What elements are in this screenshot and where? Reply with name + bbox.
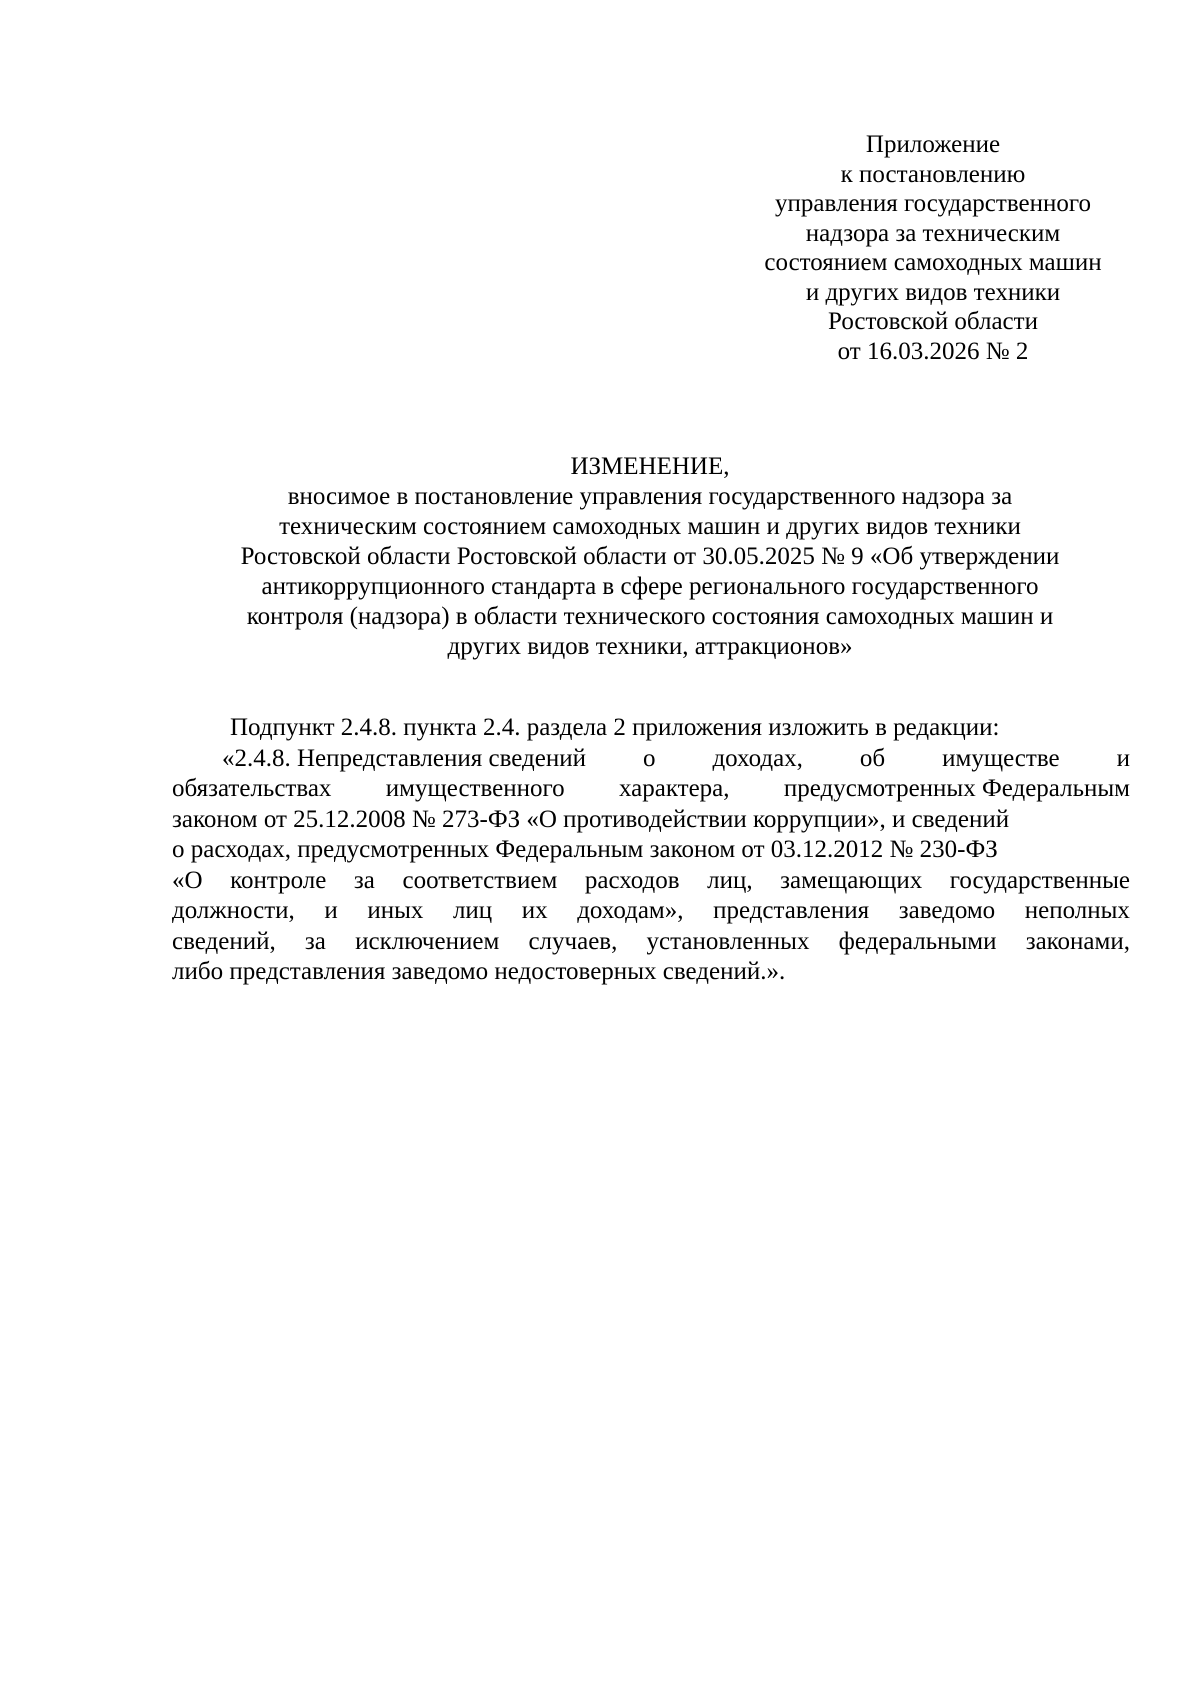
body-word: федеральными	[838, 927, 997, 955]
body-word: представления	[713, 897, 870, 924]
body-paragraph	[172, 744, 1130, 988]
body-word: о	[642, 744, 656, 772]
document-body	[172, 713, 1130, 988]
body-word: доходам»,	[577, 897, 684, 924]
body-word: «2.4.8. Непредставления сведений	[222, 744, 586, 772]
title-heading: ИЗМЕНЕНИЕ,	[570, 453, 730, 480]
body-line	[172, 957, 1130, 988]
document-title	[170, 452, 1130, 662]
body-word: и	[324, 897, 338, 924]
body-word: контроле	[230, 866, 327, 894]
body-word: расходов	[584, 866, 680, 894]
body-word: иных	[367, 897, 424, 924]
body-line	[172, 744, 1130, 775]
appendix-line: к постановлению	[840, 160, 1026, 188]
body-word: «О	[172, 866, 203, 894]
appendix-line: управления государственного	[775, 190, 1091, 217]
body-word: случаев,	[528, 927, 618, 955]
body-word: лиц	[452, 897, 493, 924]
body-line	[172, 896, 1130, 927]
body-line	[172, 927, 1130, 958]
body-word: лиц,	[707, 866, 753, 894]
appendix-block	[738, 130, 1128, 366]
body-word: исключением	[355, 927, 500, 955]
appendix-line: и других видов техники	[805, 278, 1061, 306]
appendix-line: надзора за техническим	[805, 219, 1061, 247]
appendix-line: Приложение	[865, 131, 1001, 158]
body-word: предусмотренных Федеральным	[783, 775, 1130, 802]
body-word: за	[353, 866, 375, 894]
body-word: государственные	[949, 866, 1130, 894]
title-line: антикоррупционного стандарта в сфере регионального государственного	[261, 573, 1039, 600]
body-word: либо представления заведомо недостоверных сведений.».	[172, 958, 786, 985]
body-word: установленных	[646, 927, 810, 955]
body-line	[172, 774, 1130, 805]
title-line: вносимое в постановление управления государственного надзора за	[287, 483, 1013, 510]
appendix-line: состоянием самоходных машин	[764, 249, 1102, 276]
body-word: должности,	[172, 897, 295, 924]
title-line: техническим состоянием самоходных машин и других видов техники	[279, 513, 1021, 540]
body-line	[172, 805, 1130, 836]
title-line: Ростовской области Ростовской области от 30.05.2025 № 9 «Об утверждении	[240, 543, 1060, 570]
body-word: неполных	[1024, 897, 1130, 924]
body-line	[172, 866, 1130, 897]
body-word: об	[859, 744, 886, 772]
body-word: имуществе	[942, 744, 1060, 772]
body-word: заведомо	[898, 897, 996, 924]
appendix-line: от 16.03.2026 № 2	[837, 337, 1029, 365]
body-word: обязательствах	[172, 775, 332, 802]
body-word: соответствием	[402, 866, 558, 894]
body-word: доходах,	[712, 744, 803, 772]
body-line	[172, 835, 1130, 866]
body-word: имущественного	[385, 775, 565, 802]
body-intro: Подпункт 2.4.8. пункта 2.4. раздела 2 приложения изложить в редакции:	[230, 714, 1000, 741]
body-word: законом от 25.12.2008 № 273-ФЗ «О противодействии коррупции», и сведений	[172, 805, 1010, 833]
appendix-line: Ростовской области	[828, 308, 1038, 335]
body-word: за	[304, 927, 326, 955]
body-word: их	[521, 897, 548, 924]
body-word: и	[1116, 744, 1130, 772]
body-word: замещающих	[780, 866, 923, 894]
body-word: характера,	[618, 775, 730, 802]
title-line: других видов техники, аттракционов»	[447, 633, 853, 660]
body-word: законами,	[1025, 927, 1130, 955]
body-word: о расходах, предусмотренных Федеральным законом от 03.12.2012 № 230-ФЗ	[172, 836, 998, 863]
body-word: сведений,	[172, 927, 276, 955]
title-line: контроля (надзора) в области технического состояния самоходных машин и	[246, 603, 1054, 630]
